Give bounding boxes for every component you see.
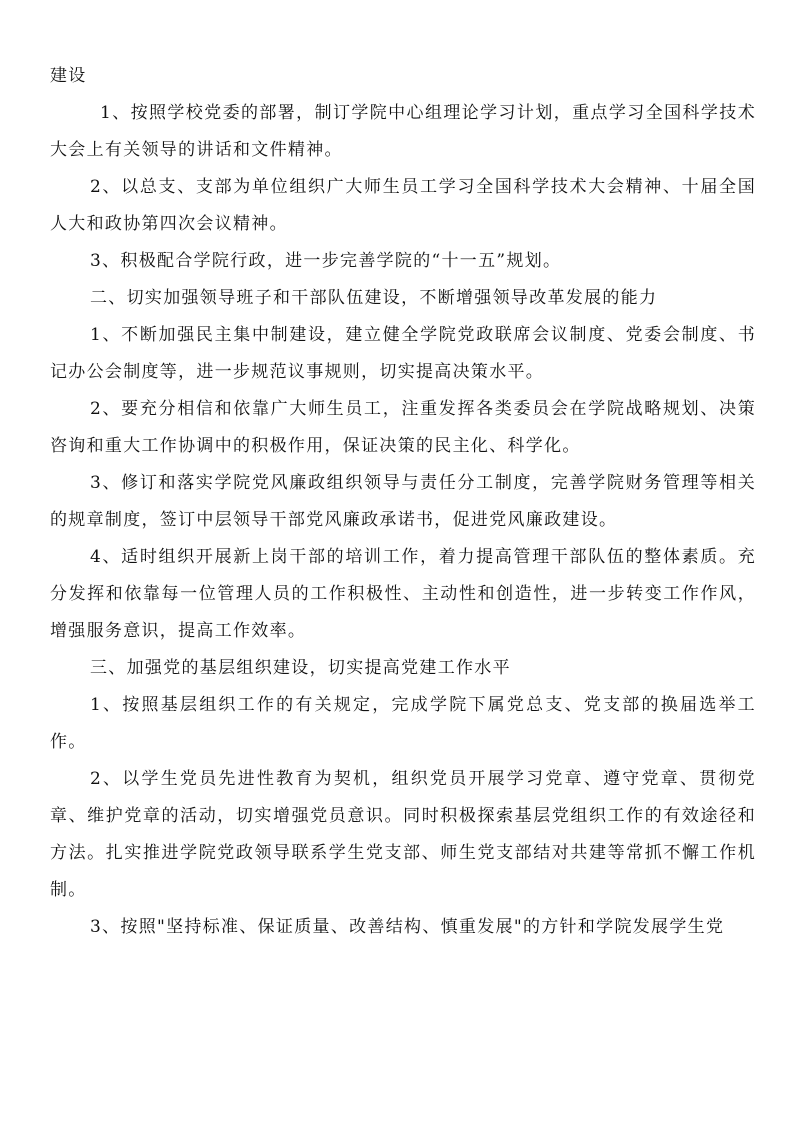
paragraph-item-3-2: 2、以学生党员先进性教育为契机，组织党员开展学习党章、遵守党章、贯彻党章、维护党章的活动，切实增强党员意识。同时积极探索基层党组织工作的有效途径和方法。扎实推进学院党政领导联系学生党支部、师生党支部结对共建等常抓不懈工作机制。 xyxy=(50,769,756,900)
section-heading-2: 二、切实加强领导班子和干部队伍建设，不断增强领导改革发展的能力 xyxy=(90,288,658,308)
paragraph-item-2-2: 2、要充分相信和依靠广大师生员工，注重发挥各类委员会在学院战略规划、决策咨询和重大工作协调中的积极作用，保证决策的民主化、科学化。 xyxy=(50,399,756,456)
paragraph-item-3-1: 1、按照基层组织工作的有关规定，完成学院下属党总支、党支部的换届选举工作。 xyxy=(50,695,756,752)
section-heading-3: 三、加强党的基层组织建设，切实提高党建工作水平 xyxy=(90,658,511,678)
paragraph-item-2-1: 1、不断加强民主集中制建设，建立健全学院党政联席会议制度、党委会制度、书记办公会制度等，进一步规范议事规则，切实提高决策水平。 xyxy=(50,325,756,382)
paragraph-item-1-3: 3、积极配合学院行政，进一步完善学院的“十一五”规划。 xyxy=(90,251,562,271)
paragraph-item-2-3: 3、修订和落实学院党风廉政组织领导与责任分工制度，完善学院财务管理等相关的规章制度，签订中层领导干部党风廉政承诺书，促进党风廉政建设。 xyxy=(50,473,756,530)
paragraph-item-2-4: 4、适时组织开展新上岗干部的培训工作，着力提高管理干部队伍的整体素质。充分发挥和依靠每一位管理人员的工作积极性、主动性和创造性，进一步转变工作作风，增强服务意识，提高工作效率。 xyxy=(50,547,756,641)
paragraph-item-3-3: 3、按照"坚持标准、保证质量、改善结构、慎重发展"的方针和学院发展学生党 xyxy=(90,917,725,937)
document-body xyxy=(50,58,756,946)
paragraph-continuation: 建设 xyxy=(50,66,87,86)
paragraph-item-1-2: 2、以总支、支部为单位组织广大师生员工学习全国科学技术大会精神、十届全国人大和政协第四次会议精神。 xyxy=(50,177,756,234)
paragraph-item-1-1: 1、按照学校党委的部署，制订学院中心组理论学习计划，重点学习全国科学技术大会上有关领导的讲话和文件精神。 xyxy=(50,103,756,160)
